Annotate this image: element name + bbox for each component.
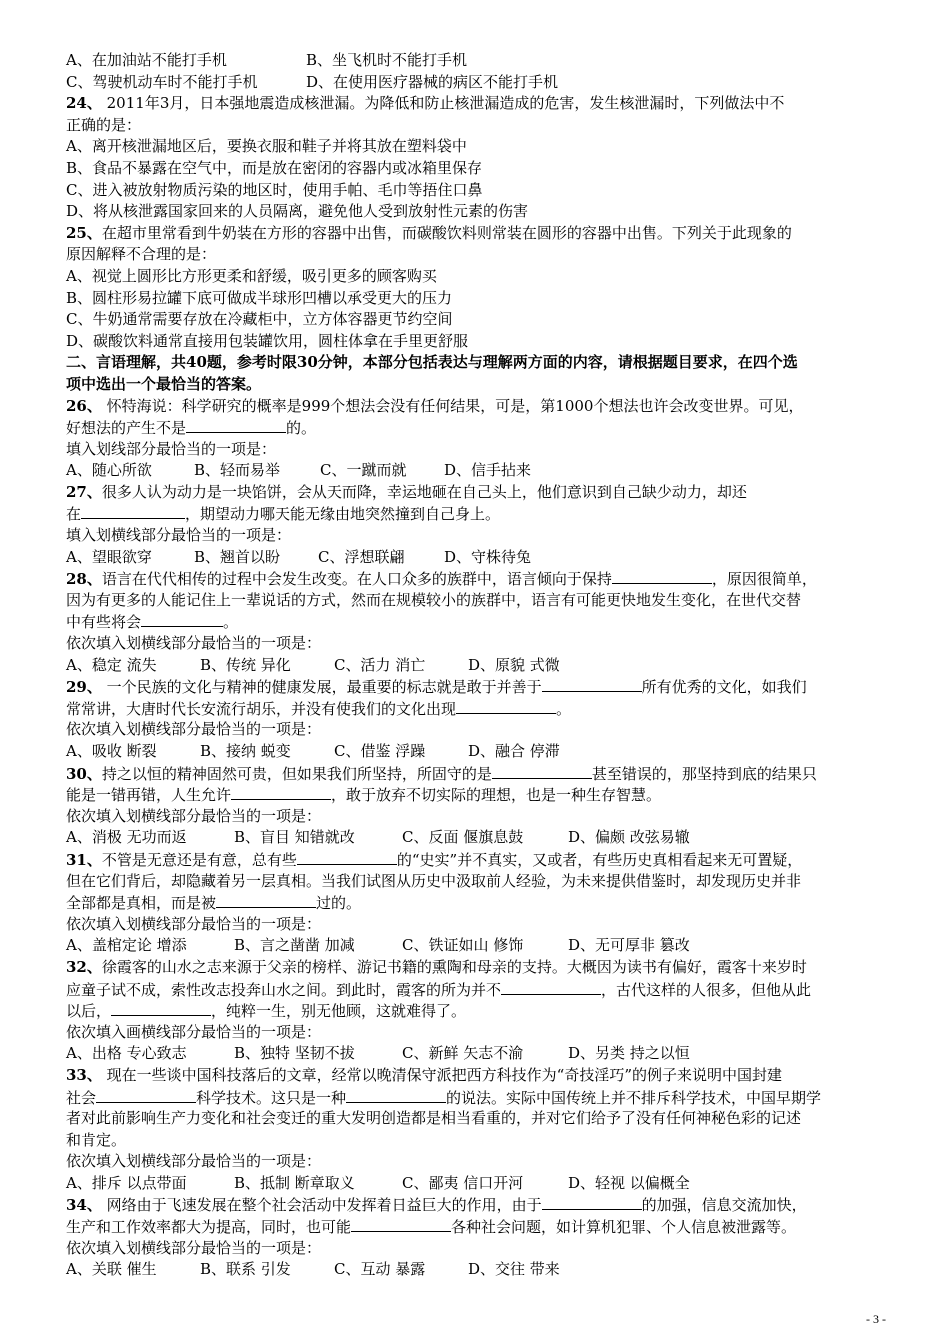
- text-segment: 所有优秀的文化，如我们: [641, 678, 807, 697]
- text-segment: 好想法的产生不是: [66, 419, 187, 438]
- text-segment: 社会: [66, 1088, 97, 1107]
- question-stem: [66, 763, 896, 785]
- text-line: [66, 892, 896, 914]
- answer-option: B、联系 引发: [200, 1260, 291, 1279]
- question-number: 31、: [66, 850, 102, 869]
- text-segment: 填入划横线部分最恰当的一项是：: [66, 526, 292, 545]
- answer-option: A、随心所欲: [66, 461, 152, 480]
- fill-in-blank: [81, 503, 185, 519]
- question-stem: [66, 482, 896, 504]
- text-line: [66, 503, 896, 525]
- text-line: [66, 1130, 896, 1152]
- text-segment: 科学技术。这只是一种: [196, 1088, 347, 1107]
- answer-option: C、反面 偃旗息鼓: [402, 828, 524, 847]
- answer-option: D、原貌 式微: [468, 655, 560, 674]
- answer-option: B、翘首以盼: [194, 547, 281, 566]
- text-segment: 2011年3月，日本强地震造成核泄漏。为降低和防止核泄漏造成的危害，发生核泄漏时，下列做法中不: [101, 94, 785, 113]
- text-segment: ，纯粹一生，别无他顾，这就难得了。: [211, 1002, 467, 1021]
- text-line: [66, 525, 896, 547]
- question-number: 25、: [66, 223, 102, 242]
- text-line: [66, 331, 896, 353]
- text-segment: 徐霞客的山水之志来源于父亲的榜样、游记书籍的熏陶和母亲的支持。大概因为读书有偏好，霞客十来岁时: [101, 957, 807, 976]
- question-number: 33、: [66, 1065, 102, 1084]
- text-segment: 在: [66, 505, 82, 524]
- answer-options: [66, 72, 896, 94]
- text-segment: 原因解释不合理的是：: [66, 245, 217, 264]
- fill-in-blank: [346, 1087, 446, 1103]
- fill-in-blank: [216, 892, 316, 908]
- answer-option: D、交往 带来: [468, 1260, 560, 1279]
- fill-in-blank: [501, 979, 601, 995]
- question-stem: [66, 676, 896, 698]
- text-segment: D、碳酸饮料通常直接用包装罐饮用，圆柱体拿在手里更舒服: [66, 331, 469, 350]
- text-segment: 依次填入画横线部分最恰当的一项是：: [66, 1022, 322, 1041]
- text-segment: 生产和工作效率都大为提高，同时，也可能: [66, 1218, 352, 1237]
- text-segment: 甚至错误的，那坚持到底的结果只: [591, 764, 817, 783]
- text-line: [66, 1151, 896, 1173]
- fill-in-blank: [111, 1000, 211, 1016]
- text-line: [66, 784, 896, 806]
- text-segment: 过的。: [316, 894, 362, 913]
- answer-option: A、排斥 以点带面: [66, 1173, 187, 1192]
- question-number: 30、: [66, 764, 102, 783]
- text-segment: 二、言语理解，共40题，参考时限30分钟，本部分包括表达与理解两方面的内容，请根据题目要求，在四个选: [66, 353, 798, 372]
- text-segment: 填入划线部分最恰当的一项是：: [66, 439, 277, 458]
- text-line: [66, 1000, 896, 1022]
- text-segment: 的。: [286, 419, 317, 438]
- question-number: 24、: [66, 94, 102, 113]
- answer-option: D、在使用医疗器械的病区不能打手机: [306, 72, 559, 91]
- answer-options: [66, 460, 896, 482]
- text-segment: 持之以恒的精神固然可贵，但如果我们所坚持，所固守的是: [101, 764, 492, 783]
- question-stem: [66, 1194, 896, 1216]
- text-line: [66, 1087, 896, 1109]
- text-line: [66, 266, 896, 288]
- fill-in-blank: [231, 784, 331, 800]
- text-segment: 全部都是真相，而是被: [66, 894, 217, 913]
- fill-in-blank: [351, 1216, 451, 1232]
- text-segment: 很多人认为动力是一块馅饼，会从天而降，幸运地砸在自己头上，他们意识到自己缺少动力，却还: [101, 482, 747, 501]
- fill-in-blank: [492, 763, 592, 779]
- text-segment: C、牛奶通常需要存放在冷藏柜中，立方体容器更节约空间: [66, 310, 453, 329]
- text-segment: 依次填入划横线部分最恰当的一项是：: [66, 1238, 322, 1257]
- text-line: [66, 633, 896, 655]
- answer-options: [66, 50, 896, 72]
- answer-options: [66, 1259, 896, 1281]
- text-segment: ，古代这样的人很多，但他从此: [601, 980, 812, 999]
- answer-options: [66, 1173, 896, 1195]
- text-line: [66, 180, 896, 202]
- fill-in-blank: [542, 1194, 642, 1210]
- answer-option: D、融合 停滞: [468, 742, 560, 760]
- section-heading: [66, 374, 896, 396]
- text-segment: B、食品不暴露在空气中，而是放在密闭的容器内或冰箱里保存: [66, 158, 483, 177]
- text-segment: 的加强，信息交流加快，: [641, 1196, 807, 1215]
- question-number: 27、: [66, 482, 102, 501]
- text-segment: 网络由于飞速发展在整个社会活动中发挥着日益巨大的作用，由于: [101, 1196, 542, 1215]
- text-line: [66, 1108, 896, 1130]
- answer-options: [66, 655, 896, 677]
- text-line: [66, 1216, 896, 1238]
- answer-option: C、鄙夷 信口开河: [402, 1173, 524, 1192]
- text-line: [66, 244, 896, 266]
- text-line: [66, 590, 896, 612]
- question-stem: [66, 849, 896, 871]
- text-segment: 常常讲，大唐时代长安流行胡乐，并没有使我们的文化出现: [66, 699, 457, 718]
- question-stem: [66, 1065, 896, 1087]
- text-segment: 的“史实”并不真实，又或者，有些历史真相看起来无可置疑，: [396, 850, 803, 869]
- text-line: [66, 611, 896, 633]
- fill-in-blank: [612, 568, 712, 584]
- answer-option: C、活力 消亡: [334, 655, 426, 674]
- answer-option: C、借鉴 浮躁: [334, 742, 426, 760]
- fill-in-blank: [186, 417, 286, 433]
- text-segment: 正确的是：: [66, 115, 142, 134]
- text-segment: 因为有更多的人能记住上一辈说话的方式，然而在规模较小的族群中，语言有可能更快地发生变化，在世代交替: [66, 590, 802, 609]
- text-line: [66, 914, 896, 936]
- text-segment: 。: [556, 699, 572, 718]
- answer-option: B、接纳 蜕变: [200, 742, 291, 760]
- text-segment: 。: [223, 613, 239, 632]
- fill-in-blank: [141, 611, 223, 627]
- fill-in-blank: [456, 698, 556, 714]
- fill-in-blank: [96, 1087, 196, 1103]
- text-line: [66, 1238, 896, 1260]
- text-segment: D、将从核泄露国家回来的人员隔离，避免他人受到放射性元素的伤害: [66, 202, 529, 221]
- answer-option: D、轻视 以偏概全: [568, 1173, 690, 1192]
- text-line: [66, 288, 896, 310]
- document-body: [66, 50, 896, 1281]
- text-segment: 以后，: [66, 1002, 112, 1021]
- text-line: [66, 439, 896, 461]
- text-line: [66, 806, 896, 828]
- answer-option: A、稳定 流失: [66, 655, 157, 674]
- text-segment: 能是一错再错，人生允许: [66, 786, 232, 805]
- question-stem: [66, 93, 896, 115]
- answer-option: D、信手拈来: [444, 461, 532, 480]
- answer-option: D、守株待兔: [444, 547, 532, 566]
- text-segment: 一个民族的文化与精神的健康发展，最重要的标志就是敢于并善于: [101, 678, 542, 697]
- answer-option: B、盲目 知错就改: [234, 828, 355, 847]
- answer-option: A、在加油站不能打手机: [66, 51, 227, 69]
- answer-option: D、另类 持之以恒: [568, 1044, 690, 1063]
- question-stem: [66, 396, 896, 418]
- text-segment: ，原因很简单，: [711, 570, 817, 589]
- text-segment: 现在一些谈中国科技落后的文章，经常以晚清保守派把西方科技作为“奇技淫巧”的例子来说明中国封建: [101, 1065, 782, 1084]
- text-segment: 各种社会问题，如计算机犯罪、个人信息被泄露等。: [451, 1218, 797, 1237]
- text-line: [66, 417, 896, 439]
- text-line: [66, 201, 896, 223]
- text-segment: 者对此前影响生产力变化和社会变迁的重大发明创造都是相当看重的，并对它们给予了没有任何神秘色彩的记述: [66, 1109, 802, 1128]
- answer-option: B、独特 坚韧不拔: [234, 1044, 355, 1063]
- text-segment: 依次填入划横线部分最恰当的一项是：: [66, 806, 322, 825]
- text-segment: 在超市里常看到牛奶装在方形的容器中出售，而碳酸饮料则常装在圆形的容器中出售。下列关于此现象的: [101, 223, 792, 242]
- answer-option: D、偏颇 改弦易辙: [568, 828, 690, 847]
- text-segment: 和肯定。: [66, 1130, 127, 1149]
- text-segment: 中有些将会: [66, 613, 142, 632]
- answer-option: B、坐飞机时不能打手机: [306, 51, 468, 69]
- text-line: [66, 698, 896, 720]
- answer-option: A、吸收 断裂: [66, 742, 157, 760]
- text-line: [66, 979, 896, 1001]
- text-segment: A、离开核泄漏地区后，要换衣服和鞋子并将其放在塑料袋中: [66, 137, 467, 156]
- text-segment: 语言在代代相传的过程中会发生改变。在人口众多的族群中，语言倾向于保持: [101, 570, 612, 589]
- section-heading: [66, 352, 896, 374]
- answer-options: [66, 1043, 896, 1065]
- text-segment: ，敢于放弃不切实际的理想，也是一种生存智慧。: [331, 786, 662, 805]
- text-line: [66, 158, 896, 180]
- text-segment: A、视觉上圆形比方形更柔和舒缓，吸引更多的顾客购买: [66, 266, 437, 285]
- answer-option: C、驾驶机动车时不能打手机: [66, 72, 258, 91]
- text-line: [66, 871, 896, 893]
- text-segment: 依次填入划横线部分最恰当的一项是：: [66, 914, 322, 933]
- answer-option: C、新鲜 矢志不渝: [402, 1044, 524, 1063]
- text-segment: 但在它们背后，却隐藏着另一层真相。当我们试图从历史中汲取前人经验，为未来提供借鉴时，却发现历史并非: [66, 871, 802, 890]
- answer-option: C、一蹴而就: [320, 461, 407, 480]
- answer-options: [66, 827, 896, 849]
- answer-option: A、消极 无功而返: [66, 828, 187, 847]
- question-stem: [66, 223, 896, 245]
- answer-option: C、铁证如山 修饰: [402, 936, 524, 955]
- fill-in-blank: [297, 849, 397, 865]
- text-line: [66, 309, 896, 331]
- answer-option: B、言之凿凿 加减: [234, 936, 355, 955]
- question-stem: [66, 568, 896, 590]
- text-segment: C、进入被放射物质污染的地区时，使用手帕、毛巾等捂住口鼻: [66, 180, 483, 199]
- answer-option: C、互动 暴露: [334, 1260, 426, 1279]
- question-number: 29、: [66, 678, 102, 697]
- answer-option: A、望眼欲穿: [66, 547, 152, 566]
- answer-options: [66, 935, 896, 957]
- text-segment: 依次填入划横线部分最恰当的一项是：: [66, 634, 322, 653]
- question-number: 28、: [66, 570, 102, 589]
- answer-option: A、关联 催生: [66, 1260, 157, 1279]
- answer-options: [66, 547, 896, 569]
- text-line: [66, 115, 896, 137]
- answer-option: A、盖棺定论 增添: [66, 936, 187, 955]
- answer-option: B、抵制 断章取义: [234, 1173, 355, 1192]
- text-segment: 应童子试不成，索性改志投奔山水之间。到此时，霞客的所为并不: [66, 980, 502, 999]
- text-segment: 不管是无意还是有意，总有些: [101, 850, 297, 869]
- text-segment: 的说法。实际中国传统上并不排斥科学技术，中国早期学: [446, 1088, 822, 1107]
- text-segment: 项中选出一个最恰当的答案。: [66, 374, 262, 393]
- text-line: [66, 719, 896, 741]
- question-number: 32、: [66, 957, 102, 976]
- answer-option: A、出格 专心致志: [66, 1044, 187, 1063]
- text-line: [66, 1022, 896, 1044]
- text-segment: 怀特海说：科学研究的概率是999个想法会没有任何结果，可是，第1000个想法也许会改变世界。可见，: [101, 396, 804, 415]
- text-line: [66, 136, 896, 158]
- fill-in-blank: [542, 676, 642, 692]
- text-segment: 依次填入划横线部分最恰当的一项是：: [66, 1152, 322, 1171]
- answer-option: C、浮想联翩: [318, 547, 405, 566]
- answer-option: B、传统 异化: [200, 655, 291, 674]
- page-number: - 3 -: [866, 1312, 886, 1326]
- text-segment: B、圆柱形易拉罐下底可做成半球形凹槽以承受更大的压力: [66, 288, 453, 307]
- answer-options: [66, 741, 896, 763]
- text-segment: ，期望动力哪天能无缘由地突然撞到自己身上。: [185, 505, 501, 524]
- question-stem: [66, 957, 896, 979]
- question-number: 34、: [66, 1196, 102, 1215]
- answer-option: B、轻而易举: [194, 461, 281, 480]
- text-segment: 依次填入划横线部分最恰当的一项是：: [66, 720, 322, 739]
- question-number: 26、: [66, 396, 102, 415]
- answer-option: D、无可厚非 篡改: [568, 936, 690, 955]
